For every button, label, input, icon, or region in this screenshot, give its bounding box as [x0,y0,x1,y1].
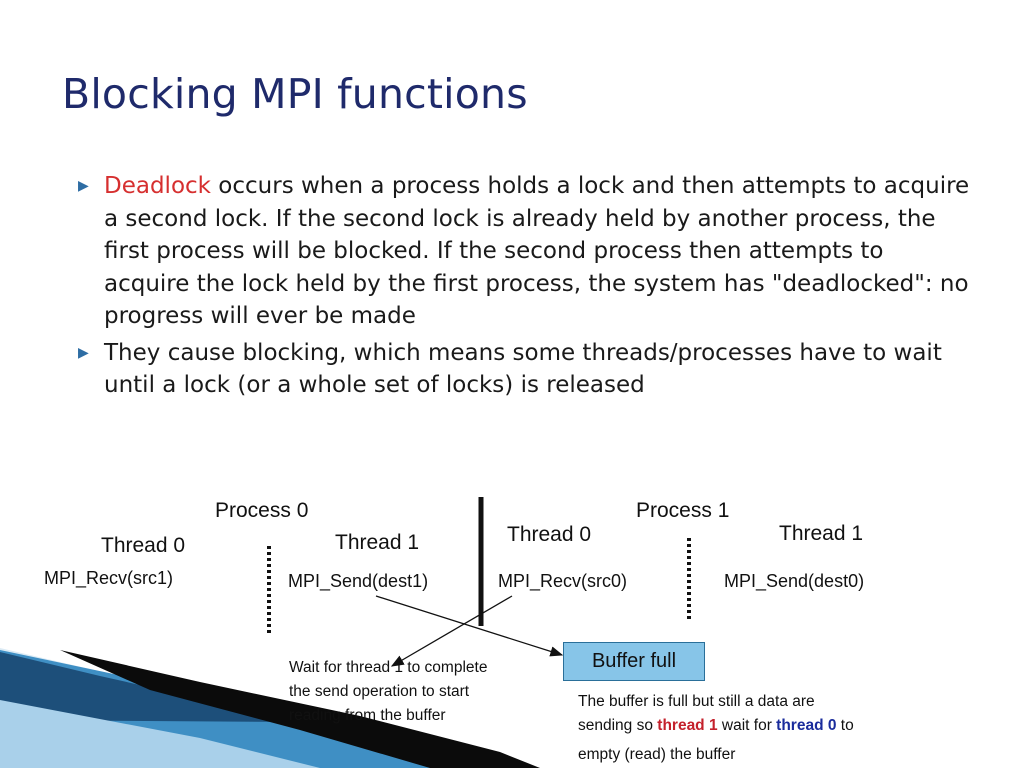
send-to-buffer-arrow [376,596,562,655]
triangle-bullet-icon: ▶ [78,344,89,361]
buffer-note-text: wait for [717,717,777,734]
p1-t1-call: MPI_Send(dest0) [724,571,865,591]
buffer-note-line: The buffer is full but still a data are [578,693,815,710]
bullet-text: They cause blocking, which means some threads/processes have to wait until a lock (or a whole set of locks) is released [104,339,942,398]
slide-title: Blocking MPI functions [62,70,528,118]
wait-note [289,656,487,728]
p1-thread0-label: Thread 0 [507,523,592,546]
thread-0-emphasis: thread 0 [776,717,837,734]
buffer-note-line: empty (read) the buffer [578,746,736,763]
wait-note-line: Wait for thread 1 to complete [289,659,488,676]
process-0-label: Process 0 [215,499,309,522]
buffer-note-text: sending so [578,717,658,734]
p1-t0-call: MPI_Recv(src0) [498,571,628,591]
p0-t0-call: MPI_Recv(src1) [44,568,174,588]
p0-thread0-label: Thread 0 [101,534,186,557]
buffer-full-box: Buffer full [563,642,705,681]
deadlock-term: Deadlock [104,173,211,199]
bullet-text: occurs when a process holds a lock and then attempts to acquire a second lock. If the second lock is already held by another process, the first process will be blocked. If the second process then attempts to acquire the lock held by the first process, the system has "deadlocked": no progress will ever be made [104,173,970,329]
wait-note-line: the send operation to start [289,683,470,700]
buffer-note-text: to [836,717,854,734]
process-1-label: Process 1 [636,499,730,522]
p0-thread1-label: Thread 1 [335,531,420,554]
buffer-note [578,690,854,767]
buffer-note-line [578,714,854,738]
p1-thread1-label: Thread 1 [779,522,864,545]
wait-note-line: reading from the buffer [289,707,446,724]
triangle-bullet-icon: ▶ [78,178,89,194]
p0-t1-call: MPI_Send(dest1) [288,571,429,591]
thread-1-emphasis: thread 1 [657,717,718,734]
